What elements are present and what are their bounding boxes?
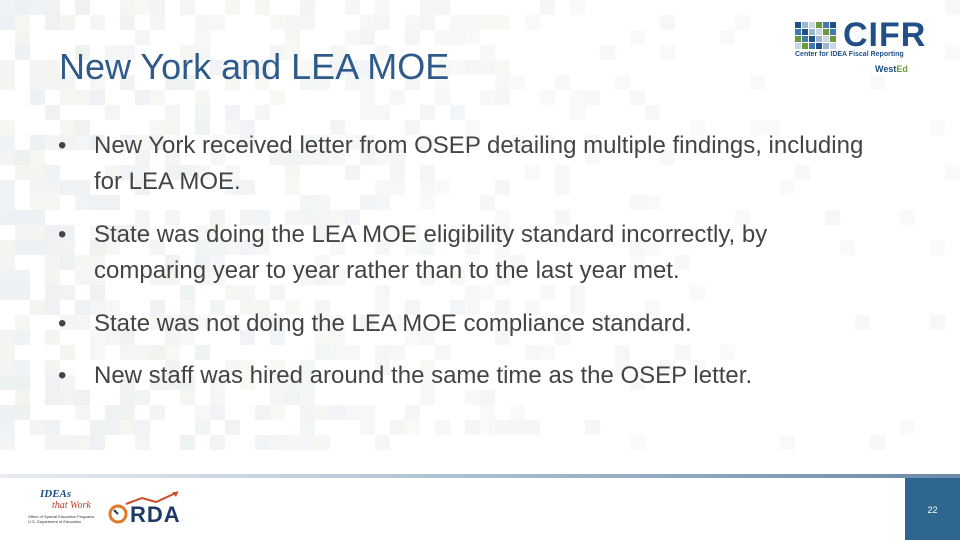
background-tile [0,330,15,345]
background-tile [15,165,30,180]
background-tile [285,435,300,450]
cifr-grid-square [830,29,836,35]
background-tile [105,420,120,435]
background-tile [945,165,960,180]
background-tile [195,30,210,45]
background-tile [495,60,510,75]
background-tile [30,165,45,180]
background-tile [570,90,585,105]
background-tile [360,420,375,435]
background-tile [15,360,30,375]
bullet-text: State was not doing the LEA MOE compliance standard. [94,310,692,337]
background-tile [195,90,210,105]
background-tile [120,0,135,15]
background-tile [720,30,735,45]
background-tile [510,420,525,435]
background-tile [120,405,135,420]
cifr-logo-text: CIFR [843,16,927,54]
background-tile [195,15,210,30]
background-tile [435,90,450,105]
background-tile [0,240,15,255]
background-tile [120,420,135,435]
background-tile [480,90,495,105]
cifr-grid-square [823,36,829,42]
background-tile [15,405,30,420]
wested-logo [875,64,908,74]
background-tile [75,435,90,450]
background-tile [225,0,240,15]
background-tile [450,30,465,45]
background-tile [15,150,30,165]
cifr-grid-square [830,36,836,42]
bullet-dot: • [58,132,67,159]
background-tile [0,255,15,270]
background-tile [225,105,240,120]
background-tile [0,195,15,210]
background-tile [630,30,645,45]
background-tile [300,0,315,15]
ideas-that-work-logo [28,488,95,530]
background-tile [30,225,45,240]
bullet-text: State was doing the LEA MOE eligibility standard incorrectly, by comparing year to year rather than to the last year met. [94,221,768,284]
background-tile [30,300,45,315]
background-tile [450,60,465,75]
background-tile [0,15,15,30]
background-tile [360,105,375,120]
background-tile [435,420,450,435]
background-tile [75,0,90,15]
background-tile [660,45,675,60]
rda-logo-text: RDA [130,502,181,527]
cifr-logo-subtitle: Center for IDEA Fiscal Reporting [795,51,904,58]
cifr-grid-square [823,29,829,35]
background-tile [15,0,30,15]
background-tile [495,15,510,30]
background-tile [480,60,495,75]
background-tile [135,435,150,450]
cifr-grid-square [816,22,822,28]
cifr-logo [795,18,930,78]
cifr-grid-square [823,43,829,49]
background-tile [420,15,435,30]
background-tile [255,435,270,450]
background-tile [300,420,315,435]
background-tile [195,105,210,120]
background-tile [15,30,30,45]
background-tile [15,45,30,60]
background-tile [345,0,360,15]
background-tile [45,420,60,435]
background-tile [150,90,165,105]
background-tile [135,0,150,15]
cifr-grid-square [816,43,822,49]
background-tile [480,405,495,420]
background-tile [45,75,60,90]
background-tile [30,150,45,165]
background-tile [330,405,345,420]
background-tile [0,75,15,90]
background-tile [30,75,45,90]
background-tile [630,435,645,450]
background-tile [630,90,645,105]
cifr-grid-square [795,22,801,28]
background-tile [465,60,480,75]
background-tile [615,75,630,90]
cifr-grid-square [809,36,815,42]
background-tile [135,90,150,105]
background-tile [105,105,120,120]
wested-ed: Ed [896,64,908,74]
background-tile [435,0,450,15]
bullet-dot: • [58,362,67,389]
background-tile [270,15,285,30]
background-tile [345,405,360,420]
background-tile [405,405,420,420]
background-tile [930,315,945,330]
background-tile [510,405,525,420]
cifr-grid-square [809,43,815,49]
background-tile [195,405,210,420]
background-tile [300,405,315,420]
background-tile [45,60,60,75]
background-tile [15,390,30,405]
bullet-item [58,358,878,394]
background-tile [30,240,45,255]
background-tile [0,420,15,435]
background-tile [270,90,285,105]
background-tile [210,405,225,420]
cifr-grid-square [802,22,808,28]
background-tile [585,420,600,435]
cifr-grid-square [816,36,822,42]
background-tile [0,120,15,135]
background-tile [270,435,285,450]
background-tile [375,105,390,120]
background-tile [360,90,375,105]
background-tile [300,435,315,450]
background-tile [540,90,555,105]
background-tile [30,90,45,105]
cifr-grid-icon [795,18,845,54]
background-tile [390,90,405,105]
bullet-item [58,217,878,289]
background-tile [345,30,360,45]
background-tile [420,0,435,15]
background-tile [0,150,15,165]
background-tile [0,435,15,450]
background-tile [300,15,315,30]
cifr-grid-square [830,22,836,28]
background-tile [90,90,105,105]
background-tile [15,375,30,390]
ideas-logo-subtitle [28,514,94,524]
background-tile [495,75,510,90]
cifr-grid-square [830,43,836,49]
slide-title: New York and LEA MOE [59,46,450,87]
background-tile [60,15,75,30]
background-tile [90,420,105,435]
background-tile [255,105,270,120]
background-tile [30,60,45,75]
background-tile [75,405,90,420]
background-tile [480,45,495,60]
rda-logo [108,490,188,526]
background-tile [735,15,750,30]
ideas-logo-work: that Work [52,500,91,511]
background-tile [0,0,15,15]
bullet-dot: • [58,221,67,248]
bullet-text: New York received letter from OSEP detailing multiple findings, including for LEA MOE. [94,132,864,195]
background-tile [510,75,525,90]
background-tile [405,30,420,45]
background-tile [450,15,465,30]
bullet-item [58,306,878,342]
background-tile [360,30,375,45]
background-tile [75,90,90,105]
page-number-box [905,478,960,540]
background-tile [45,105,60,120]
background-tile [0,345,15,360]
background-tile [270,405,285,420]
background-tile [435,30,450,45]
background-tile [450,105,465,120]
background-tile [375,435,390,450]
background-tile [15,240,30,255]
background-tile [150,405,165,420]
ideas-logo-sub1: Office of Special Education Programs [28,514,95,519]
cifr-grid-square [802,36,808,42]
background-tile [30,210,45,225]
background-tile [45,15,60,30]
background-tile [945,0,960,15]
background-tile [150,0,165,15]
background-tile [570,0,585,15]
background-tile [15,15,30,30]
background-tile [480,420,495,435]
background-tile [405,420,420,435]
background-tile [750,75,765,90]
background-tile [870,435,885,450]
background-tile [135,420,150,435]
background-tile [210,435,225,450]
cifr-grid-square [802,43,808,49]
wested-west: West [875,64,897,74]
background-tile [930,240,945,255]
background-tile [30,420,45,435]
background-tile [285,15,300,30]
background-tile [900,420,915,435]
background-tile [195,420,210,435]
page-number: 22 [927,505,938,515]
background-tile [60,435,75,450]
cifr-grid-square [816,29,822,35]
bullet-list [58,128,878,394]
background-tile [465,420,480,435]
background-tile [0,210,15,225]
cifr-grid-square [809,22,815,28]
background-tile [555,75,570,90]
background-tile [150,15,165,30]
background-tile [285,30,300,45]
background-tile [120,15,135,30]
background-tile [255,405,270,420]
background-tile [585,90,600,105]
background-tile [360,15,375,30]
background-tile [135,30,150,45]
background-tile [30,135,45,150]
background-tile [0,405,15,420]
background-tile [525,420,540,435]
background-tile [780,435,795,450]
background-tile [165,105,180,120]
background-tile [525,15,540,30]
background-tile [30,0,45,15]
background-tile [60,90,75,105]
background-tile [15,315,30,330]
bullet-dot: • [58,310,67,337]
background-tile [660,15,675,30]
background-tile [30,195,45,210]
background-tile [255,0,270,15]
background-tile [480,15,495,30]
cifr-grid-square [823,22,829,28]
background-tile [0,135,15,150]
background-tile [210,15,225,30]
background-tile [45,435,60,450]
bullet-text: New staff was hired around the same time as the OSEP letter. [94,362,753,389]
background-tile [900,210,915,225]
background-tile [495,420,510,435]
cifr-grid-square [802,29,808,35]
cifr-grid-square [795,29,801,35]
background-tile [390,420,405,435]
cifr-grid-square [795,43,801,49]
background-tile [0,285,15,300]
background-tile [945,45,960,60]
bullet-item [58,128,878,200]
background-tile [105,405,120,420]
background-tile [15,330,30,345]
background-tile [315,435,330,450]
background-tile [315,405,330,420]
cifr-grid-square [795,36,801,42]
background-tile [645,105,660,120]
background-tile [0,180,15,195]
background-tile [180,435,195,450]
background-tile [0,375,15,390]
background-tile [405,15,420,30]
background-tile [600,45,615,60]
background-tile [465,15,480,30]
background-tile [180,0,195,15]
cifr-grid-square [809,29,815,35]
background-tile [15,225,30,240]
background-tile [30,180,45,195]
background-tile [0,60,15,75]
background-tile [540,0,555,15]
background-tile [465,30,480,45]
background-tile [90,15,105,30]
background-tile [0,270,15,285]
background-tile [15,285,30,300]
background-tile [360,405,375,420]
background-tile [15,270,30,285]
background-tile [375,0,390,15]
ideas-logo-sub2: U.S. Department of Education [28,519,82,524]
background-tile [225,420,240,435]
background-tile [0,360,15,375]
background-tile [930,120,945,135]
background-tile [495,90,510,105]
ideas-logo-title: IDEAs [40,488,72,500]
background-tile [375,15,390,30]
background-tile [45,0,60,15]
background-tile [90,435,105,450]
background-tile [420,105,435,120]
background-tile [15,210,30,225]
background-tile [570,105,585,120]
